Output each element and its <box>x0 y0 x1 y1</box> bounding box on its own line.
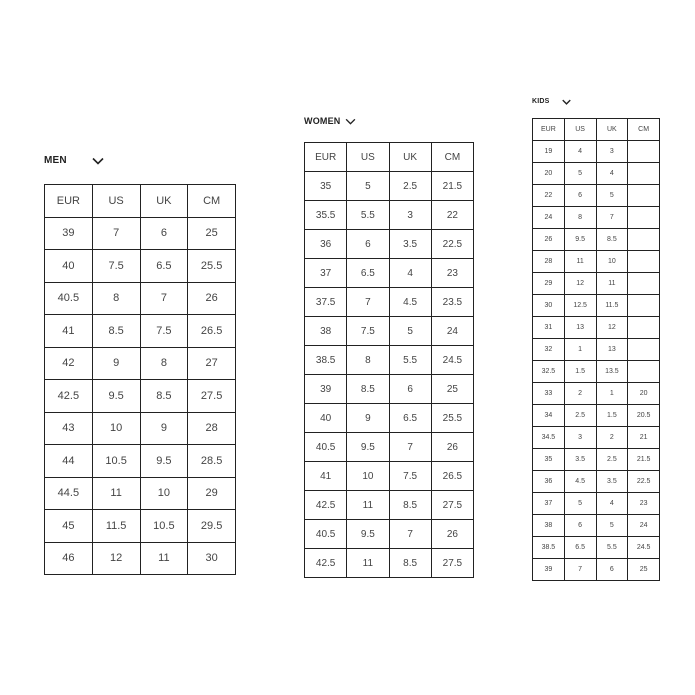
size-cell-uk: 3 <box>596 141 628 163</box>
size-cell-cm <box>628 163 660 185</box>
table-row <box>533 471 660 493</box>
column-header-cm: CM <box>628 119 660 141</box>
size-cell-eur: 32 <box>533 339 565 361</box>
size-cell-cm <box>628 295 660 317</box>
size-cell-us: 11.5 <box>92 510 140 543</box>
size-cell-uk: 2 <box>596 427 628 449</box>
table-row <box>305 491 474 520</box>
size-cell-eur: 38.5 <box>533 537 565 559</box>
size-cell-us: 9.5 <box>347 433 389 462</box>
table-row <box>305 317 474 346</box>
size-cell-us: 8 <box>564 207 596 229</box>
size-cell-us: 7.5 <box>92 250 140 283</box>
table-row <box>533 317 660 339</box>
size-cell-cm: 24 <box>628 515 660 537</box>
size-cell-uk: 5.5 <box>596 537 628 559</box>
size-cell-cm <box>628 339 660 361</box>
column-header-eur: EUR <box>45 185 93 218</box>
table-row <box>533 537 660 559</box>
size-cell-cm: 24.5 <box>431 346 473 375</box>
size-cell-uk: 8.5 <box>140 380 188 413</box>
table-row <box>45 315 236 348</box>
size-cell-cm: 24.5 <box>628 537 660 559</box>
table-row <box>533 273 660 295</box>
table-row <box>533 207 660 229</box>
size-cell-cm: 25 <box>431 375 473 404</box>
size-cell-us: 9.5 <box>92 380 140 413</box>
size-cell-uk: 10 <box>140 477 188 510</box>
size-cell-uk: 4 <box>596 163 628 185</box>
size-cell-us: 2 <box>564 383 596 405</box>
size-cell-us: 5 <box>347 172 389 201</box>
table-row <box>533 405 660 427</box>
size-cell-cm: 23 <box>431 259 473 288</box>
size-cell-cm: 26.5 <box>188 315 236 348</box>
table-row <box>45 445 236 478</box>
table-row <box>45 477 236 510</box>
size-cell-cm <box>628 141 660 163</box>
size-cell-eur: 37.5 <box>305 288 347 317</box>
column-header-us: US <box>564 119 596 141</box>
size-cell-uk: 4 <box>596 493 628 515</box>
size-cell-eur: 22 <box>533 185 565 207</box>
table-row <box>305 288 474 317</box>
size-cell-cm: 27 <box>188 347 236 380</box>
size-cell-us: 7.5 <box>347 317 389 346</box>
size-cell-eur: 45 <box>45 510 93 543</box>
size-cell-eur: 34.5 <box>533 427 565 449</box>
men-header-row <box>45 185 236 218</box>
size-cell-us: 13 <box>564 317 596 339</box>
size-cell-us: 5 <box>564 493 596 515</box>
size-cell-eur: 28 <box>533 251 565 273</box>
size-cell-eur: 39 <box>45 217 93 250</box>
size-cell-us: 6 <box>564 185 596 207</box>
kids-header-row <box>533 119 660 141</box>
size-cell-us: 11 <box>347 491 389 520</box>
size-cell-cm: 26.5 <box>431 462 473 491</box>
size-cell-uk: 1 <box>596 383 628 405</box>
size-cell-uk: 5 <box>596 185 628 207</box>
size-cell-eur: 42.5 <box>305 549 347 578</box>
size-cell-us: 10 <box>92 412 140 445</box>
size-cell-cm: 28 <box>188 412 236 445</box>
size-cell-uk: 2.5 <box>596 449 628 471</box>
size-cell-us: 9 <box>347 404 389 433</box>
size-cell-cm: 28.5 <box>188 445 236 478</box>
size-cell-uk: 2.5 <box>389 172 431 201</box>
size-cell-uk: 11.5 <box>596 295 628 317</box>
size-cell-uk: 8.5 <box>389 549 431 578</box>
size-cell-uk: 8 <box>140 347 188 380</box>
table-row <box>45 542 236 575</box>
size-cell-us: 6 <box>347 230 389 259</box>
size-cell-cm <box>628 207 660 229</box>
size-cell-us: 10 <box>347 462 389 491</box>
column-header-us: US <box>92 185 140 218</box>
size-cell-cm: 29.5 <box>188 510 236 543</box>
table-row <box>305 462 474 491</box>
column-header-us: US <box>347 143 389 172</box>
size-cell-eur: 37 <box>533 493 565 515</box>
size-cell-us: 8.5 <box>92 315 140 348</box>
size-cell-us: 4.5 <box>564 471 596 493</box>
table-row <box>45 412 236 445</box>
kids-size-table <box>532 118 660 581</box>
table-row <box>305 259 474 288</box>
size-cell-cm: 27.5 <box>431 491 473 520</box>
table-row <box>45 510 236 543</box>
size-cell-eur: 36 <box>533 471 565 493</box>
size-cell-us: 12 <box>92 542 140 575</box>
size-cell-cm: 24 <box>431 317 473 346</box>
table-row <box>533 141 660 163</box>
size-cell-eur: 26 <box>533 229 565 251</box>
table-row <box>533 295 660 317</box>
size-cell-eur: 33 <box>533 383 565 405</box>
size-cell-cm: 25 <box>188 217 236 250</box>
size-cell-uk: 7 <box>596 207 628 229</box>
size-cell-cm: 26 <box>188 282 236 315</box>
kids-section-title: KIDS <box>532 98 550 105</box>
table-row <box>45 250 236 283</box>
size-cell-eur: 35 <box>533 449 565 471</box>
size-cell-cm: 30 <box>188 542 236 575</box>
table-row <box>533 339 660 361</box>
size-cell-us: 9.5 <box>347 520 389 549</box>
size-cell-eur: 41 <box>45 315 93 348</box>
size-cell-eur: 34 <box>533 405 565 427</box>
size-cell-uk: 6 <box>596 559 628 581</box>
size-cell-uk: 11 <box>140 542 188 575</box>
size-cell-eur: 24 <box>533 207 565 229</box>
size-cell-cm: 23.5 <box>431 288 473 317</box>
size-cell-cm: 26 <box>431 433 473 462</box>
size-cell-uk: 6.5 <box>389 404 431 433</box>
size-cell-eur: 35.5 <box>305 201 347 230</box>
size-cell-uk: 12 <box>596 317 628 339</box>
size-cell-eur: 38 <box>533 515 565 537</box>
size-cell-cm: 29 <box>188 477 236 510</box>
size-cell-us: 1 <box>564 339 596 361</box>
size-cell-us: 6.5 <box>564 537 596 559</box>
size-cell-uk: 5 <box>596 515 628 537</box>
men-section-toggle[interactable] <box>44 155 104 166</box>
table-row <box>305 433 474 462</box>
size-cell-eur: 35 <box>305 172 347 201</box>
size-cell-cm: 22 <box>431 201 473 230</box>
table-row <box>305 230 474 259</box>
table-row <box>533 185 660 207</box>
size-cell-cm <box>628 361 660 383</box>
table-row <box>533 449 660 471</box>
size-cell-us: 8 <box>347 346 389 375</box>
women-header-row <box>305 143 474 172</box>
table-row <box>533 559 660 581</box>
size-cell-uk: 7 <box>389 520 431 549</box>
size-cell-cm: 23 <box>628 493 660 515</box>
size-cell-cm: 22.5 <box>431 230 473 259</box>
size-cell-uk: 3.5 <box>596 471 628 493</box>
women-size-table <box>304 142 474 578</box>
size-cell-us: 5.5 <box>347 201 389 230</box>
size-cell-cm: 25.5 <box>431 404 473 433</box>
table-row <box>305 172 474 201</box>
size-cell-uk: 13.5 <box>596 361 628 383</box>
table-row <box>305 404 474 433</box>
table-row <box>45 380 236 413</box>
size-cell-eur: 20 <box>533 163 565 185</box>
size-cell-eur: 42 <box>45 347 93 380</box>
size-cell-us: 12 <box>564 273 596 295</box>
size-cell-cm: 27.5 <box>431 549 473 578</box>
size-cell-us: 9 <box>92 347 140 380</box>
size-cell-us: 4 <box>564 141 596 163</box>
size-cell-eur: 36 <box>305 230 347 259</box>
size-cell-uk: 11 <box>596 273 628 295</box>
size-cell-uk: 4.5 <box>389 288 431 317</box>
chevron-down-icon[interactable] <box>92 157 104 165</box>
size-cell-cm: 21.5 <box>628 449 660 471</box>
size-cell-uk: 4 <box>389 259 431 288</box>
size-cell-cm <box>628 185 660 207</box>
size-cell-uk: 6 <box>389 375 431 404</box>
men-section-title: MEN <box>44 155 67 166</box>
size-cell-eur: 29 <box>533 273 565 295</box>
size-cell-cm <box>628 317 660 339</box>
size-cell-eur: 38 <box>305 317 347 346</box>
table-row <box>533 383 660 405</box>
size-cell-cm: 27.5 <box>188 380 236 413</box>
table-row <box>533 427 660 449</box>
size-cell-cm <box>628 251 660 273</box>
size-cell-eur: 40.5 <box>45 282 93 315</box>
size-cell-uk: 5 <box>389 317 431 346</box>
size-cell-us: 9.5 <box>564 229 596 251</box>
column-header-eur: EUR <box>305 143 347 172</box>
table-row <box>45 282 236 315</box>
size-cell-us: 6.5 <box>347 259 389 288</box>
table-row <box>45 347 236 380</box>
size-cell-uk: 6.5 <box>140 250 188 283</box>
table-row <box>533 493 660 515</box>
size-cell-eur: 40 <box>305 404 347 433</box>
column-header-uk: UK <box>596 119 628 141</box>
size-cell-us: 3 <box>564 427 596 449</box>
chevron-down-icon[interactable] <box>562 99 571 105</box>
table-row <box>305 201 474 230</box>
size-cell-cm: 20.5 <box>628 405 660 427</box>
size-cell-eur: 43 <box>45 412 93 445</box>
size-cell-us: 8 <box>92 282 140 315</box>
size-cell-eur: 42.5 <box>45 380 93 413</box>
size-cell-cm <box>628 273 660 295</box>
size-cell-eur: 39 <box>533 559 565 581</box>
size-cell-us: 7 <box>347 288 389 317</box>
size-cell-eur: 37 <box>305 259 347 288</box>
size-cell-eur: 19 <box>533 141 565 163</box>
size-cell-us: 11 <box>347 549 389 578</box>
column-header-eur: EUR <box>533 119 565 141</box>
size-cell-uk: 6 <box>140 217 188 250</box>
women-section-title: WOMEN <box>304 116 341 126</box>
size-cell-uk: 10 <box>596 251 628 273</box>
size-cell-eur: 30 <box>533 295 565 317</box>
size-cell-uk: 8.5 <box>389 491 431 520</box>
size-cell-cm: 26 <box>431 520 473 549</box>
size-cell-uk: 7.5 <box>389 462 431 491</box>
size-cell-us: 12.5 <box>564 295 596 317</box>
chevron-down-icon[interactable] <box>345 118 356 125</box>
size-cell-cm: 25.5 <box>188 250 236 283</box>
column-header-uk: UK <box>389 143 431 172</box>
table-row <box>305 375 474 404</box>
size-cell-us: 5 <box>564 163 596 185</box>
size-cell-uk: 3 <box>389 201 431 230</box>
size-cell-eur: 44.5 <box>45 477 93 510</box>
size-cell-eur: 44 <box>45 445 93 478</box>
size-cell-us: 11 <box>92 477 140 510</box>
column-header-uk: UK <box>140 185 188 218</box>
kids-section-toggle[interactable] <box>532 98 571 105</box>
size-cell-uk: 10.5 <box>140 510 188 543</box>
size-cell-us: 2.5 <box>564 405 596 427</box>
size-cell-uk: 8.5 <box>596 229 628 251</box>
column-header-cm: CM <box>431 143 473 172</box>
size-cell-uk: 9 <box>140 412 188 445</box>
size-cell-us: 6 <box>564 515 596 537</box>
table-row <box>305 346 474 375</box>
table-row <box>305 549 474 578</box>
size-cell-uk: 13 <box>596 339 628 361</box>
size-cell-us: 7 <box>564 559 596 581</box>
size-cell-eur: 38.5 <box>305 346 347 375</box>
size-cell-eur: 39 <box>305 375 347 404</box>
size-cell-cm <box>628 229 660 251</box>
size-cell-us: 3.5 <box>564 449 596 471</box>
size-cell-uk: 9.5 <box>140 445 188 478</box>
column-header-cm: CM <box>188 185 236 218</box>
size-cell-eur: 40.5 <box>305 520 347 549</box>
size-cell-eur: 40.5 <box>305 433 347 462</box>
table-row <box>533 515 660 537</box>
size-cell-eur: 41 <box>305 462 347 491</box>
size-cell-uk: 1.5 <box>596 405 628 427</box>
size-cell-uk: 7 <box>140 282 188 315</box>
size-cell-us: 8.5 <box>347 375 389 404</box>
size-cell-uk: 3.5 <box>389 230 431 259</box>
size-cell-eur: 40 <box>45 250 93 283</box>
size-cell-uk: 7 <box>389 433 431 462</box>
table-row <box>533 163 660 185</box>
size-cell-cm: 22.5 <box>628 471 660 493</box>
size-cell-us: 7 <box>92 217 140 250</box>
table-row <box>533 361 660 383</box>
women-section-toggle[interactable] <box>304 116 356 126</box>
size-cell-cm: 25 <box>628 559 660 581</box>
size-cell-us: 10.5 <box>92 445 140 478</box>
table-row <box>533 251 660 273</box>
size-cell-cm: 21 <box>628 427 660 449</box>
size-cell-eur: 31 <box>533 317 565 339</box>
size-cell-eur: 42.5 <box>305 491 347 520</box>
size-cell-uk: 5.5 <box>389 346 431 375</box>
table-row <box>533 229 660 251</box>
table-row <box>305 520 474 549</box>
size-cell-eur: 32.5 <box>533 361 565 383</box>
size-cell-eur: 46 <box>45 542 93 575</box>
size-cell-cm: 20 <box>628 383 660 405</box>
table-row <box>45 217 236 250</box>
size-cell-uk: 7.5 <box>140 315 188 348</box>
size-cell-us: 1.5 <box>564 361 596 383</box>
size-cell-cm: 21.5 <box>431 172 473 201</box>
size-cell-us: 11 <box>564 251 596 273</box>
men-size-table <box>44 184 236 575</box>
